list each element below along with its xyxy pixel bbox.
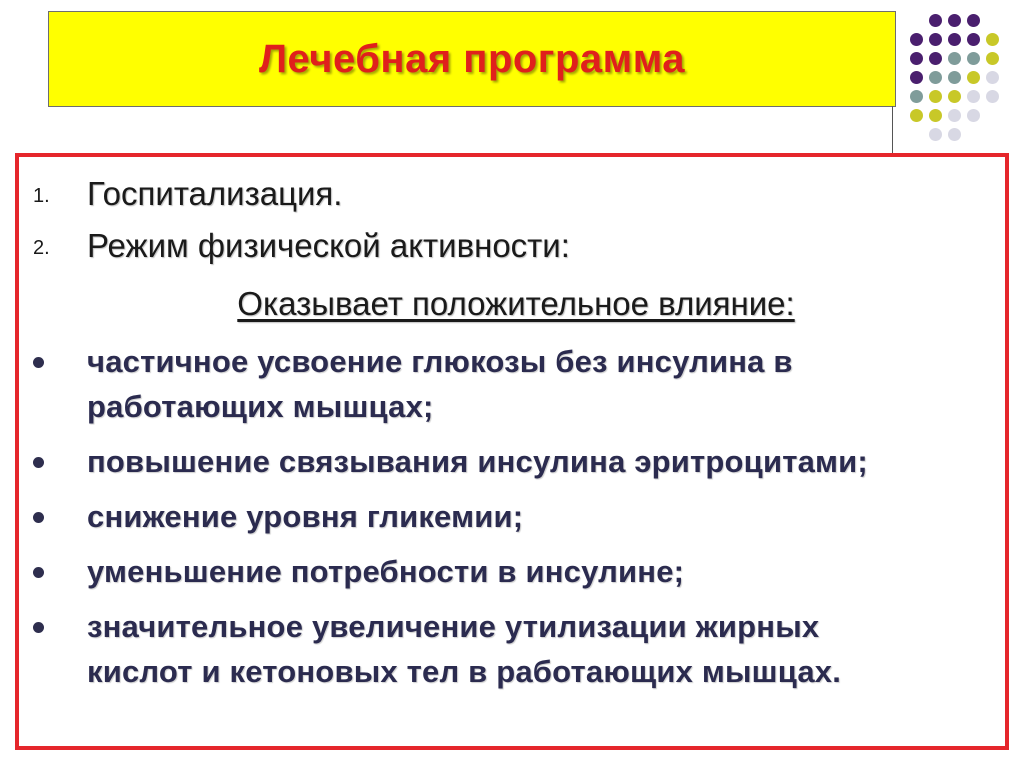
decorative-dot: [986, 33, 999, 46]
decorative-dot: [948, 33, 961, 46]
decorative-dot: [948, 109, 961, 122]
decorative-dot: [929, 14, 942, 27]
decorative-dot: [948, 128, 961, 141]
decorative-dot: [929, 90, 942, 103]
bullet-item: [87, 549, 967, 594]
decorative-dot: [967, 109, 980, 122]
decorative-dot: [948, 14, 961, 27]
bullet-dot: [33, 622, 44, 633]
decorative-dot: [948, 52, 961, 65]
numbered-item-text: Госпитализация.: [87, 175, 343, 212]
decorative-dot: [967, 52, 980, 65]
decorative-dot: [967, 90, 980, 103]
subheading: Оказывает положительное влияние:: [237, 285, 795, 322]
bullet-item: [87, 494, 967, 539]
decorative-dot: [986, 52, 999, 65]
content-frame: [15, 153, 1009, 750]
title-banner: [48, 11, 896, 107]
decorative-dot: [986, 90, 999, 103]
bullet-line: значительное увеличение утилизации жирных: [87, 609, 820, 644]
decorative-dot: [948, 71, 961, 84]
bullet-item: [87, 339, 967, 429]
bullet-line: работающих мышцах;: [87, 389, 434, 424]
bullet-line: уменьшение потребности в инсулине;: [87, 554, 685, 589]
decorative-dot: [929, 128, 942, 141]
decorative-dot: [910, 90, 923, 103]
decorative-dot: [948, 90, 961, 103]
numbered-item-marker: 2.: [33, 237, 50, 259]
numbered-item-text: Режим физической активности:: [87, 227, 570, 264]
bullet-dot: [33, 512, 44, 523]
bullet-line: кислот и кетоновых тел в работающих мышцах.: [87, 654, 842, 689]
bullet-line: повышение связывания инсулина эритроцитами;: [87, 444, 868, 479]
decorative-dot: [967, 14, 980, 27]
bullet-line: снижение уровня гликемии;: [87, 499, 524, 534]
bullet-dot: [33, 567, 44, 578]
bullet-item: [87, 604, 967, 694]
decorative-dot: [910, 71, 923, 84]
decorative-dot: [929, 33, 942, 46]
bullet-dot: [33, 357, 44, 368]
decorative-dot: [910, 109, 923, 122]
bullet-item: [87, 439, 967, 484]
bullet-dot: [33, 457, 44, 468]
decorative-dot: [929, 71, 942, 84]
numbered-item-marker: 1.: [33, 185, 50, 207]
slide-title: Лечебная программа: [258, 36, 686, 81]
decorative-dot: [967, 71, 980, 84]
decorative-dot: [910, 52, 923, 65]
decorative-dot: [986, 71, 999, 84]
decorative-dot: [929, 109, 942, 122]
decorative-dot: [910, 33, 923, 46]
decorative-dot-grid: [910, 14, 1010, 154]
decorative-dot: [929, 52, 942, 65]
bullet-line: частичное усвоение глюкозы без инсулина в: [87, 344, 793, 379]
decorative-dot: [967, 33, 980, 46]
